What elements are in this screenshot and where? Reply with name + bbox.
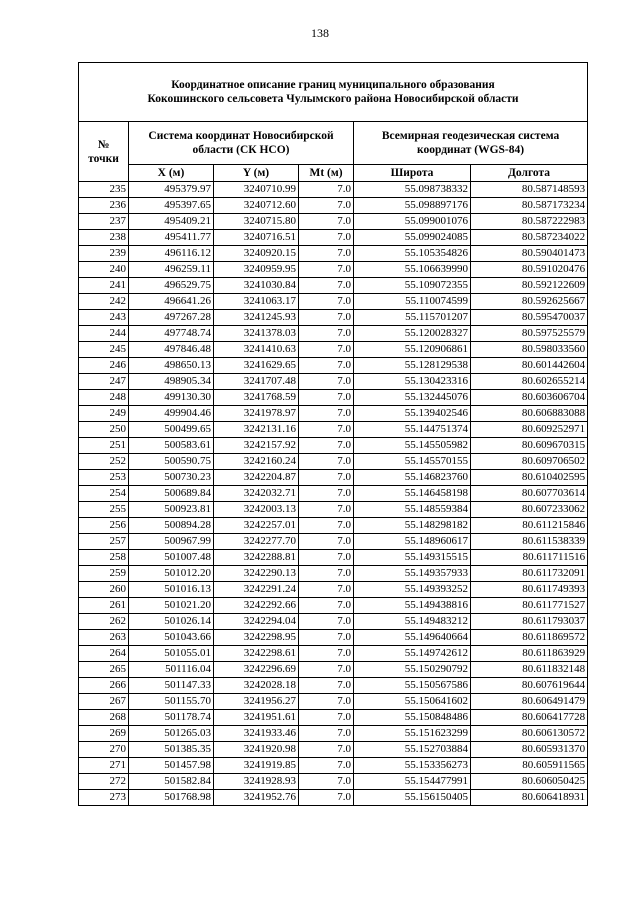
y-cell: 3242160.24 [214,454,299,470]
latitude-cell: 55.153356273 [354,758,471,774]
table-row [79,262,588,278]
y-cell: 3242294.04 [214,614,299,630]
point-number-cell: 244 [79,326,129,342]
longitude-cell: 80.611869572 [471,630,588,646]
mt-cell: 7.0 [299,182,354,198]
latitude-cell: 55.149483212 [354,614,471,630]
point-number-cell: 247 [79,374,129,390]
longitude-cell: 80.607233062 [471,502,588,518]
y-cell: 3242204.87 [214,470,299,486]
latitude-cell: 55.152703884 [354,742,471,758]
mt-cell: 7.0 [299,646,354,662]
header-point-number [79,122,129,182]
y-cell: 3241768.59 [214,390,299,406]
y-cell: 3241707.48 [214,374,299,390]
point-number-cell: 265 [79,662,129,678]
x-cell: 501055.01 [129,646,214,662]
x-cell: 495379.97 [129,182,214,198]
latitude-cell: 55.146823760 [354,470,471,486]
header-latitude: Широта [354,165,471,182]
longitude-cell: 80.606130572 [471,726,588,742]
table-row [79,486,588,502]
mt-cell: 7.0 [299,326,354,342]
point-number-cell: 271 [79,758,129,774]
x-cell: 500590.75 [129,454,214,470]
point-number-cell: 260 [79,582,129,598]
x-cell: 501012.20 [129,566,214,582]
x-cell: 495411.77 [129,230,214,246]
y-cell: 3242032.71 [214,486,299,502]
table-row [79,534,588,550]
x-cell: 496641.26 [129,294,214,310]
latitude-cell: 55.106639990 [354,262,471,278]
point-number-cell: 263 [79,630,129,646]
x-cell: 499904.46 [129,406,214,422]
mt-cell: 7.0 [299,726,354,742]
point-number-cell: 273 [79,790,129,806]
header-local-system: Система координат Новосибирской области (СК НСО) [129,122,354,165]
point-number-cell: 236 [79,198,129,214]
table-row [79,246,588,262]
x-cell: 501026.14 [129,614,214,630]
table-row [79,326,588,342]
table-row [79,470,588,486]
longitude-cell: 80.605911565 [471,758,588,774]
x-cell: 501043.66 [129,630,214,646]
x-cell: 500583.61 [129,438,214,454]
longitude-cell: 80.606050425 [471,774,588,790]
x-cell: 497267.28 [129,310,214,326]
page-number: 138 [311,26,329,40]
latitude-cell: 55.144751374 [354,422,471,438]
longitude-cell: 80.611749393 [471,582,588,598]
longitude-cell: 80.587222983 [471,214,588,230]
table-row [79,742,588,758]
x-cell: 500923.81 [129,502,214,518]
mt-cell: 7.0 [299,454,354,470]
x-cell: 497846.48 [129,342,214,358]
table-row [79,710,588,726]
mt-cell: 7.0 [299,278,354,294]
latitude-cell: 55.130423316 [354,374,471,390]
point-number-cell: 272 [79,774,129,790]
mt-cell: 7.0 [299,230,354,246]
table-row [79,646,588,662]
x-cell: 496529.75 [129,278,214,294]
mt-cell: 7.0 [299,694,354,710]
latitude-cell: 55.151623299 [354,726,471,742]
y-cell: 3242277.70 [214,534,299,550]
x-cell: 501265.03 [129,726,214,742]
y-cell: 3242290.13 [214,566,299,582]
mt-cell: 7.0 [299,406,354,422]
y-cell: 3241978.97 [214,406,299,422]
mt-cell: 7.0 [299,678,354,694]
latitude-cell: 55.156150405 [354,790,471,806]
latitude-cell: 55.128129538 [354,358,471,374]
latitude-cell: 55.105354826 [354,246,471,262]
longitude-cell: 80.587173234 [471,198,588,214]
x-cell: 501768.98 [129,790,214,806]
latitude-cell: 55.148298182 [354,518,471,534]
point-number-cell: 245 [79,342,129,358]
header-x: X (м) [129,165,214,182]
table-row [79,310,588,326]
table-row [79,566,588,582]
mt-cell: 7.0 [299,262,354,278]
x-cell: 500499.65 [129,422,214,438]
table-row [79,678,588,694]
longitude-cell: 80.611732091 [471,566,588,582]
point-number-cell: 259 [79,566,129,582]
latitude-cell: 55.149640664 [354,630,471,646]
table-row [79,582,588,598]
point-number-cell: 253 [79,470,129,486]
point-number-cell: 240 [79,262,129,278]
point-number-cell: 238 [79,230,129,246]
header-y: Y (м) [214,165,299,182]
latitude-cell: 55.139402546 [354,406,471,422]
latitude-cell: 55.099024085 [354,230,471,246]
y-cell: 3242003.13 [214,502,299,518]
table-row [79,422,588,438]
latitude-cell: 55.109072355 [354,278,471,294]
latitude-cell: 55.150641602 [354,694,471,710]
mt-cell: 7.0 [299,566,354,582]
table-row [79,662,588,678]
longitude-cell: 80.595470037 [471,310,588,326]
table-row [79,518,588,534]
mt-cell: 7.0 [299,742,354,758]
longitude-cell: 80.611538339 [471,534,588,550]
longitude-cell: 80.592625667 [471,294,588,310]
mt-cell: 7.0 [299,774,354,790]
mt-cell: 7.0 [299,534,354,550]
header-longitude: Долгота [471,165,588,182]
mt-cell: 7.0 [299,374,354,390]
longitude-cell: 80.611793037 [471,614,588,630]
x-cell: 501582.84 [129,774,214,790]
point-number-cell: 252 [79,454,129,470]
latitude-cell: 55.149393252 [354,582,471,598]
point-number-cell: 270 [79,742,129,758]
table-row [79,358,588,374]
longitude-cell: 80.587148593 [471,182,588,198]
y-cell: 3241928.93 [214,774,299,790]
y-cell: 3242257.01 [214,518,299,534]
y-cell: 3242028.18 [214,678,299,694]
longitude-cell: 80.609706502 [471,454,588,470]
longitude-cell: 80.609252971 [471,422,588,438]
point-number-cell: 257 [79,534,129,550]
x-cell: 500689.84 [129,486,214,502]
latitude-cell: 55.149742612 [354,646,471,662]
x-cell: 498905.34 [129,374,214,390]
latitude-cell: 55.148960617 [354,534,471,550]
longitude-cell: 80.606418931 [471,790,588,806]
mt-cell: 7.0 [299,486,354,502]
mt-cell: 7.0 [299,550,354,566]
longitude-cell: 80.611832148 [471,662,588,678]
point-number-cell: 246 [79,358,129,374]
latitude-cell: 55.099001076 [354,214,471,230]
y-cell: 3242296.69 [214,662,299,678]
x-cell: 501007.48 [129,550,214,566]
longitude-cell: 80.601442604 [471,358,588,374]
point-number-cell: 264 [79,646,129,662]
point-number-cell: 254 [79,486,129,502]
y-cell: 3241063.17 [214,294,299,310]
mt-cell: 7.0 [299,518,354,534]
table-row [79,790,588,806]
table-row [79,230,588,246]
x-cell: 499130.30 [129,390,214,406]
x-cell: 501147.33 [129,678,214,694]
latitude-cell: 55.148559384 [354,502,471,518]
coordinates-table [78,62,588,806]
y-cell: 3241919.85 [214,758,299,774]
longitude-cell: 80.598033560 [471,342,588,358]
longitude-cell: 80.606883088 [471,406,588,422]
mt-cell: 7.0 [299,614,354,630]
point-number-cell: 241 [79,278,129,294]
x-cell: 501155.70 [129,694,214,710]
mt-cell: 7.0 [299,582,354,598]
longitude-cell: 80.605931370 [471,742,588,758]
y-cell: 3241933.46 [214,726,299,742]
y-cell: 3241956.27 [214,694,299,710]
x-cell: 501385.35 [129,742,214,758]
longitude-cell: 80.597525579 [471,326,588,342]
point-number-cell: 255 [79,502,129,518]
mt-cell: 7.0 [299,422,354,438]
header-point-number-symbol: № [97,138,110,151]
longitude-cell: 80.602655214 [471,374,588,390]
table-row [79,374,588,390]
header-wgs-system: Всемирная геодезическая система координат (WGS-84) [354,122,588,165]
mt-cell: 7.0 [299,198,354,214]
header-mt: Mt (м) [299,165,354,182]
table-row [79,550,588,566]
table-title [79,63,588,122]
point-number-cell: 243 [79,310,129,326]
x-cell: 500967.99 [129,534,214,550]
mt-cell: 7.0 [299,438,354,454]
latitude-cell: 55.110074599 [354,294,471,310]
x-cell: 498650.13 [129,358,214,374]
mt-cell: 7.0 [299,710,354,726]
longitude-cell: 80.611215846 [471,518,588,534]
latitude-cell: 55.120906861 [354,342,471,358]
point-number-cell: 266 [79,678,129,694]
y-cell: 3241629.65 [214,358,299,374]
latitude-cell: 55.149315515 [354,550,471,566]
y-cell: 3240715.80 [214,214,299,230]
latitude-cell: 55.132445076 [354,390,471,406]
y-cell: 3241951.61 [214,710,299,726]
latitude-cell: 55.149438816 [354,598,471,614]
table-row [79,758,588,774]
table-title-line-2: Кокошинского сельсовета Чулымского района Новосибирской области [147,93,519,105]
longitude-cell: 80.611711516 [471,550,588,566]
y-cell: 3241245.93 [214,310,299,326]
y-cell: 3242157.92 [214,438,299,454]
y-cell: 3240710.99 [214,182,299,198]
latitude-cell: 55.150290792 [354,662,471,678]
table-row [79,614,588,630]
table-row [79,454,588,470]
longitude-cell: 80.606491479 [471,694,588,710]
x-cell: 500894.28 [129,518,214,534]
x-cell: 500730.23 [129,470,214,486]
longitude-cell: 80.591020476 [471,262,588,278]
mt-cell: 7.0 [299,662,354,678]
y-cell: 3242298.61 [214,646,299,662]
point-number-cell: 248 [79,390,129,406]
latitude-cell: 55.098897176 [354,198,471,214]
y-cell: 3240712.60 [214,198,299,214]
point-number-cell: 242 [79,294,129,310]
longitude-cell: 80.610402595 [471,470,588,486]
y-cell: 3240959.95 [214,262,299,278]
point-number-cell: 250 [79,422,129,438]
y-cell: 3242291.24 [214,582,299,598]
mt-cell: 7.0 [299,630,354,646]
table-row [79,598,588,614]
mt-cell: 7.0 [299,790,354,806]
mt-cell: 7.0 [299,598,354,614]
longitude-cell: 80.607703614 [471,486,588,502]
x-cell: 495397.65 [129,198,214,214]
x-cell: 495409.21 [129,214,214,230]
x-cell: 496116.12 [129,246,214,262]
table-row [79,214,588,230]
table-row [79,502,588,518]
point-number-cell: 237 [79,214,129,230]
table-row [79,198,588,214]
longitude-cell: 80.607619644 [471,678,588,694]
table-row [79,342,588,358]
y-cell: 3240716.51 [214,230,299,246]
point-number-cell: 262 [79,614,129,630]
latitude-cell: 55.120028327 [354,326,471,342]
y-cell: 3242131.16 [214,422,299,438]
mt-cell: 7.0 [299,502,354,518]
table-body [79,182,588,806]
x-cell: 501116.04 [129,662,214,678]
point-number-cell: 267 [79,694,129,710]
latitude-cell: 55.115701207 [354,310,471,326]
y-cell: 3242298.95 [214,630,299,646]
longitude-cell: 80.611863929 [471,646,588,662]
mt-cell: 7.0 [299,342,354,358]
latitude-cell: 55.150567586 [354,678,471,694]
latitude-cell: 55.149357933 [354,566,471,582]
point-number-cell: 256 [79,518,129,534]
latitude-cell: 55.145505982 [354,438,471,454]
mt-cell: 7.0 [299,294,354,310]
latitude-cell: 55.098738332 [354,182,471,198]
table-row [79,694,588,710]
longitude-cell: 80.611771527 [471,598,588,614]
longitude-cell: 80.606417728 [471,710,588,726]
x-cell: 501021.20 [129,598,214,614]
table-row [79,182,588,198]
point-number-cell: 251 [79,438,129,454]
y-cell: 3241030.84 [214,278,299,294]
y-cell: 3242292.66 [214,598,299,614]
point-number-cell: 268 [79,710,129,726]
mt-cell: 7.0 [299,758,354,774]
y-cell: 3241952.76 [214,790,299,806]
mt-cell: 7.0 [299,214,354,230]
y-cell: 3240920.15 [214,246,299,262]
mt-cell: 7.0 [299,310,354,326]
x-cell: 497748.74 [129,326,214,342]
mt-cell: 7.0 [299,390,354,406]
y-cell: 3241410.63 [214,342,299,358]
table-row [79,390,588,406]
longitude-cell: 80.592122609 [471,278,588,294]
longitude-cell: 80.603606704 [471,390,588,406]
x-cell: 501457.98 [129,758,214,774]
x-cell: 501178.74 [129,710,214,726]
x-cell: 501016.13 [129,582,214,598]
table-row [79,726,588,742]
y-cell: 3241378.03 [214,326,299,342]
header-point-number-label: точки [88,152,119,165]
y-cell: 3241920.98 [214,742,299,758]
latitude-cell: 55.154477991 [354,774,471,790]
mt-cell: 7.0 [299,246,354,262]
point-number-cell: 269 [79,726,129,742]
mt-cell: 7.0 [299,470,354,486]
longitude-cell: 80.587234022 [471,230,588,246]
table-row [79,294,588,310]
point-number-cell: 261 [79,598,129,614]
table-row [79,278,588,294]
point-number-cell: 249 [79,406,129,422]
table-row [79,406,588,422]
point-number-cell: 235 [79,182,129,198]
point-number-cell: 258 [79,550,129,566]
table-title-line-1: Координатное описание границ муниципального образования [171,79,495,91]
latitude-cell: 55.146458198 [354,486,471,502]
y-cell: 3242288.81 [214,550,299,566]
mt-cell: 7.0 [299,358,354,374]
point-number-cell: 239 [79,246,129,262]
latitude-cell: 55.145570155 [354,454,471,470]
longitude-cell: 80.609670315 [471,438,588,454]
table-row [79,438,588,454]
table-row [79,774,588,790]
latitude-cell: 55.150848486 [354,710,471,726]
x-cell: 496259.11 [129,262,214,278]
longitude-cell: 80.590401473 [471,246,588,262]
table-row [79,630,588,646]
